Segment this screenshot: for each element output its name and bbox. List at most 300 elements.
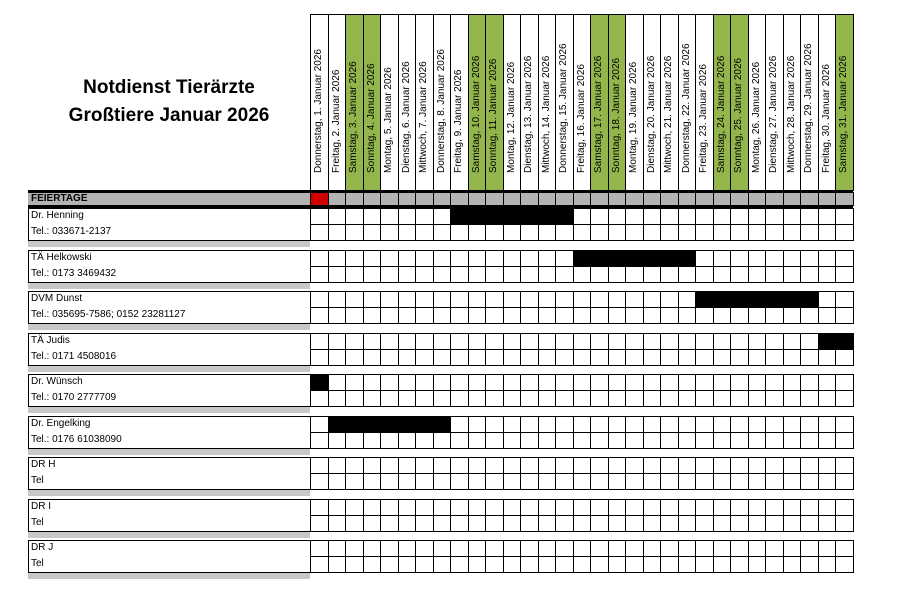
day-cell[interactable] bbox=[485, 374, 504, 391]
day-cell[interactable] bbox=[625, 374, 644, 391]
day-cell[interactable] bbox=[345, 349, 364, 366]
day-cell[interactable] bbox=[398, 473, 417, 490]
day-cell[interactable] bbox=[643, 266, 662, 283]
day-cell[interactable] bbox=[468, 499, 487, 516]
day-cell[interactable] bbox=[660, 374, 679, 391]
day-cell[interactable] bbox=[643, 515, 662, 532]
day-cell[interactable] bbox=[643, 333, 662, 350]
day-cell[interactable] bbox=[625, 224, 644, 241]
day-cell[interactable] bbox=[555, 250, 574, 267]
day-cell[interactable] bbox=[730, 416, 749, 433]
day-cell[interactable] bbox=[730, 250, 749, 267]
day-cell[interactable] bbox=[555, 291, 574, 308]
day-cell[interactable] bbox=[748, 457, 767, 474]
day-cell[interactable] bbox=[398, 540, 417, 557]
day-cell[interactable] bbox=[450, 457, 469, 474]
day-cell[interactable] bbox=[730, 499, 749, 516]
day-cell[interactable] bbox=[695, 333, 714, 350]
day-cell[interactable] bbox=[450, 416, 469, 433]
day-cell[interactable] bbox=[625, 556, 644, 573]
day-cell[interactable] bbox=[783, 515, 802, 532]
day-cell[interactable] bbox=[800, 457, 819, 474]
day-cell[interactable] bbox=[643, 473, 662, 490]
duty-day-cell[interactable] bbox=[468, 208, 487, 225]
day-cell[interactable] bbox=[555, 457, 574, 474]
day-cell[interactable] bbox=[503, 250, 522, 267]
day-cell[interactable] bbox=[450, 499, 469, 516]
day-cell[interactable] bbox=[730, 432, 749, 449]
day-cell[interactable] bbox=[713, 416, 732, 433]
day-cell[interactable] bbox=[818, 307, 837, 324]
day-cell[interactable] bbox=[520, 540, 539, 557]
duty-day-cell[interactable] bbox=[415, 416, 434, 433]
day-cell[interactable] bbox=[538, 473, 557, 490]
day-cell[interactable] bbox=[783, 333, 802, 350]
day-cell[interactable] bbox=[503, 432, 522, 449]
day-cell[interactable] bbox=[590, 515, 609, 532]
day-cell[interactable] bbox=[730, 307, 749, 324]
day-cell[interactable] bbox=[555, 390, 574, 407]
day-cell[interactable] bbox=[520, 416, 539, 433]
day-cell[interactable] bbox=[678, 266, 697, 283]
day-cell[interactable] bbox=[398, 556, 417, 573]
day-cell[interactable] bbox=[590, 374, 609, 391]
day-cell[interactable] bbox=[643, 416, 662, 433]
day-cell[interactable] bbox=[573, 515, 592, 532]
day-cell[interactable] bbox=[800, 432, 819, 449]
day-cell[interactable] bbox=[468, 432, 487, 449]
day-cell[interactable] bbox=[678, 333, 697, 350]
day-cell[interactable] bbox=[590, 473, 609, 490]
day-cell[interactable] bbox=[818, 349, 837, 366]
day-cell[interactable] bbox=[310, 333, 329, 350]
day-cell[interactable] bbox=[328, 250, 347, 267]
day-cell[interactable] bbox=[555, 499, 574, 516]
day-cell[interactable] bbox=[765, 224, 784, 241]
day-cell[interactable] bbox=[433, 349, 452, 366]
day-cell[interactable] bbox=[608, 333, 627, 350]
day-cell[interactable] bbox=[380, 307, 399, 324]
day-cell[interactable] bbox=[713, 499, 732, 516]
day-cell[interactable] bbox=[380, 291, 399, 308]
day-cell[interactable] bbox=[398, 307, 417, 324]
day-cell[interactable] bbox=[643, 208, 662, 225]
day-cell[interactable] bbox=[538, 390, 557, 407]
day-cell[interactable] bbox=[538, 540, 557, 557]
day-cell[interactable] bbox=[748, 250, 767, 267]
day-cell[interactable] bbox=[748, 374, 767, 391]
day-cell[interactable] bbox=[730, 556, 749, 573]
day-cell[interactable] bbox=[625, 349, 644, 366]
day-cell[interactable] bbox=[450, 473, 469, 490]
day-cell[interactable] bbox=[643, 432, 662, 449]
day-cell[interactable] bbox=[468, 457, 487, 474]
day-cell[interactable] bbox=[345, 390, 364, 407]
day-cell[interactable] bbox=[415, 473, 434, 490]
day-cell[interactable] bbox=[433, 390, 452, 407]
day-cell[interactable] bbox=[783, 208, 802, 225]
day-cell[interactable] bbox=[608, 307, 627, 324]
day-cell[interactable] bbox=[555, 540, 574, 557]
day-cell[interactable] bbox=[328, 307, 347, 324]
day-cell[interactable] bbox=[783, 374, 802, 391]
day-cell[interactable] bbox=[835, 499, 854, 516]
day-cell[interactable] bbox=[730, 224, 749, 241]
day-cell[interactable] bbox=[345, 250, 364, 267]
day-cell[interactable] bbox=[660, 224, 679, 241]
day-cell[interactable] bbox=[345, 515, 364, 532]
day-cell[interactable] bbox=[765, 307, 784, 324]
day-cell[interactable] bbox=[468, 349, 487, 366]
day-cell[interactable] bbox=[730, 349, 749, 366]
day-cell[interactable] bbox=[450, 515, 469, 532]
day-cell[interactable] bbox=[520, 374, 539, 391]
day-cell[interactable] bbox=[783, 432, 802, 449]
day-cell[interactable] bbox=[818, 515, 837, 532]
day-cell[interactable] bbox=[590, 349, 609, 366]
day-cell[interactable] bbox=[713, 266, 732, 283]
day-cell[interactable] bbox=[328, 540, 347, 557]
day-cell[interactable] bbox=[555, 416, 574, 433]
day-cell[interactable] bbox=[660, 556, 679, 573]
day-cell[interactable] bbox=[485, 291, 504, 308]
day-cell[interactable] bbox=[328, 349, 347, 366]
day-cell[interactable] bbox=[345, 540, 364, 557]
day-cell[interactable] bbox=[765, 540, 784, 557]
day-cell[interactable] bbox=[503, 307, 522, 324]
day-cell[interactable] bbox=[730, 540, 749, 557]
day-cell[interactable] bbox=[590, 208, 609, 225]
day-cell[interactable] bbox=[555, 515, 574, 532]
day-cell[interactable] bbox=[363, 390, 382, 407]
day-cell[interactable] bbox=[783, 224, 802, 241]
day-cell[interactable] bbox=[573, 457, 592, 474]
duty-day-cell[interactable] bbox=[450, 208, 469, 225]
day-cell[interactable] bbox=[800, 349, 819, 366]
day-cell[interactable] bbox=[450, 390, 469, 407]
duty-day-cell[interactable] bbox=[643, 250, 662, 267]
day-cell[interactable] bbox=[590, 291, 609, 308]
day-cell[interactable] bbox=[678, 540, 697, 557]
day-cell[interactable] bbox=[538, 499, 557, 516]
day-cell[interactable] bbox=[503, 499, 522, 516]
duty-day-cell[interactable] bbox=[835, 333, 854, 350]
day-cell[interactable] bbox=[520, 556, 539, 573]
day-cell[interactable] bbox=[310, 473, 329, 490]
day-cell[interactable] bbox=[748, 349, 767, 366]
day-cell[interactable] bbox=[730, 515, 749, 532]
day-cell[interactable] bbox=[520, 390, 539, 407]
day-cell[interactable] bbox=[660, 208, 679, 225]
day-cell[interactable] bbox=[328, 515, 347, 532]
day-cell[interactable] bbox=[625, 515, 644, 532]
day-cell[interactable] bbox=[765, 374, 784, 391]
day-cell[interactable] bbox=[538, 416, 557, 433]
day-cell[interactable] bbox=[765, 515, 784, 532]
day-cell[interactable] bbox=[573, 307, 592, 324]
day-cell[interactable] bbox=[678, 556, 697, 573]
day-cell[interactable] bbox=[485, 416, 504, 433]
duty-day-cell[interactable] bbox=[608, 250, 627, 267]
day-cell[interactable] bbox=[310, 208, 329, 225]
day-cell[interactable] bbox=[310, 266, 329, 283]
day-cell[interactable] bbox=[450, 432, 469, 449]
duty-day-cell[interactable] bbox=[818, 333, 837, 350]
day-cell[interactable] bbox=[538, 457, 557, 474]
day-cell[interactable] bbox=[800, 390, 819, 407]
day-cell[interactable] bbox=[783, 349, 802, 366]
day-cell[interactable] bbox=[415, 266, 434, 283]
day-cell[interactable] bbox=[695, 266, 714, 283]
day-cell[interactable] bbox=[730, 266, 749, 283]
day-cell[interactable] bbox=[328, 499, 347, 516]
day-cell[interactable] bbox=[380, 374, 399, 391]
day-cell[interactable] bbox=[310, 457, 329, 474]
day-cell[interactable] bbox=[713, 473, 732, 490]
day-cell[interactable] bbox=[450, 540, 469, 557]
day-cell[interactable] bbox=[835, 208, 854, 225]
day-cell[interactable] bbox=[328, 556, 347, 573]
day-cell[interactable] bbox=[328, 291, 347, 308]
day-cell[interactable] bbox=[835, 390, 854, 407]
day-cell[interactable] bbox=[643, 349, 662, 366]
day-cell[interactable] bbox=[608, 473, 627, 490]
day-cell[interactable] bbox=[818, 208, 837, 225]
day-cell[interactable] bbox=[713, 390, 732, 407]
day-cell[interactable] bbox=[345, 374, 364, 391]
day-cell[interactable] bbox=[380, 349, 399, 366]
day-cell[interactable] bbox=[748, 432, 767, 449]
duty-day-cell[interactable] bbox=[695, 291, 714, 308]
day-cell[interactable] bbox=[748, 540, 767, 557]
day-cell[interactable] bbox=[730, 390, 749, 407]
duty-day-cell[interactable] bbox=[783, 291, 802, 308]
day-cell[interactable] bbox=[398, 499, 417, 516]
day-cell[interactable] bbox=[503, 515, 522, 532]
day-cell[interactable] bbox=[643, 556, 662, 573]
day-cell[interactable] bbox=[450, 224, 469, 241]
day-cell[interactable] bbox=[625, 333, 644, 350]
day-cell[interactable] bbox=[783, 307, 802, 324]
day-cell[interactable] bbox=[310, 416, 329, 433]
day-cell[interactable] bbox=[450, 266, 469, 283]
day-cell[interactable] bbox=[485, 499, 504, 516]
day-cell[interactable] bbox=[713, 540, 732, 557]
day-cell[interactable] bbox=[660, 390, 679, 407]
day-cell[interactable] bbox=[608, 556, 627, 573]
day-cell[interactable] bbox=[608, 224, 627, 241]
day-cell[interactable] bbox=[765, 208, 784, 225]
day-cell[interactable] bbox=[695, 349, 714, 366]
duty-day-cell[interactable] bbox=[328, 416, 347, 433]
day-cell[interactable] bbox=[748, 416, 767, 433]
day-cell[interactable] bbox=[345, 333, 364, 350]
day-cell[interactable] bbox=[415, 515, 434, 532]
day-cell[interactable] bbox=[503, 349, 522, 366]
day-cell[interactable] bbox=[363, 349, 382, 366]
day-cell[interactable] bbox=[363, 307, 382, 324]
day-cell[interactable] bbox=[380, 224, 399, 241]
day-cell[interactable] bbox=[485, 556, 504, 573]
day-cell[interactable] bbox=[328, 432, 347, 449]
day-cell[interactable] bbox=[485, 349, 504, 366]
day-cell[interactable] bbox=[590, 556, 609, 573]
day-cell[interactable] bbox=[380, 457, 399, 474]
day-cell[interactable] bbox=[380, 266, 399, 283]
day-cell[interactable] bbox=[380, 499, 399, 516]
day-cell[interactable] bbox=[468, 307, 487, 324]
day-cell[interactable] bbox=[818, 457, 837, 474]
day-cell[interactable] bbox=[713, 250, 732, 267]
day-cell[interactable] bbox=[433, 540, 452, 557]
day-cell[interactable] bbox=[818, 432, 837, 449]
duty-day-cell[interactable] bbox=[765, 291, 784, 308]
day-cell[interactable] bbox=[555, 307, 574, 324]
day-cell[interactable] bbox=[730, 457, 749, 474]
day-cell[interactable] bbox=[433, 208, 452, 225]
day-cell[interactable] bbox=[748, 224, 767, 241]
day-cell[interactable] bbox=[590, 333, 609, 350]
day-cell[interactable] bbox=[538, 349, 557, 366]
duty-day-cell[interactable] bbox=[310, 374, 329, 391]
day-cell[interactable] bbox=[643, 291, 662, 308]
day-cell[interactable] bbox=[818, 556, 837, 573]
day-cell[interactable] bbox=[573, 349, 592, 366]
day-cell[interactable] bbox=[818, 224, 837, 241]
duty-day-cell[interactable] bbox=[625, 250, 644, 267]
day-cell[interactable] bbox=[380, 432, 399, 449]
day-cell[interactable] bbox=[520, 432, 539, 449]
day-cell[interactable] bbox=[328, 457, 347, 474]
day-cell[interactable] bbox=[713, 374, 732, 391]
day-cell[interactable] bbox=[450, 333, 469, 350]
day-cell[interactable] bbox=[643, 499, 662, 516]
day-cell[interactable] bbox=[520, 333, 539, 350]
day-cell[interactable] bbox=[625, 416, 644, 433]
day-cell[interactable] bbox=[433, 250, 452, 267]
day-cell[interactable] bbox=[415, 540, 434, 557]
day-cell[interactable] bbox=[363, 515, 382, 532]
day-cell[interactable] bbox=[800, 374, 819, 391]
day-cell[interactable] bbox=[503, 333, 522, 350]
day-cell[interactable] bbox=[363, 499, 382, 516]
day-cell[interactable] bbox=[800, 499, 819, 516]
day-cell[interactable] bbox=[415, 374, 434, 391]
day-cell[interactable] bbox=[765, 349, 784, 366]
day-cell[interactable] bbox=[450, 556, 469, 573]
day-cell[interactable] bbox=[398, 457, 417, 474]
day-cell[interactable] bbox=[573, 266, 592, 283]
day-cell[interactable] bbox=[398, 224, 417, 241]
day-cell[interactable] bbox=[433, 499, 452, 516]
day-cell[interactable] bbox=[608, 416, 627, 433]
day-cell[interactable] bbox=[835, 374, 854, 391]
duty-day-cell[interactable] bbox=[748, 291, 767, 308]
day-cell[interactable] bbox=[748, 499, 767, 516]
duty-day-cell[interactable] bbox=[800, 291, 819, 308]
day-cell[interactable] bbox=[415, 432, 434, 449]
day-cell[interactable] bbox=[538, 515, 557, 532]
day-cell[interactable] bbox=[573, 540, 592, 557]
duty-day-cell[interactable] bbox=[380, 416, 399, 433]
day-cell[interactable] bbox=[800, 416, 819, 433]
day-cell[interactable] bbox=[520, 250, 539, 267]
day-cell[interactable] bbox=[800, 250, 819, 267]
duty-day-cell[interactable] bbox=[433, 416, 452, 433]
day-cell[interactable] bbox=[468, 224, 487, 241]
day-cell[interactable] bbox=[398, 250, 417, 267]
day-cell[interactable] bbox=[765, 499, 784, 516]
day-cell[interactable] bbox=[695, 540, 714, 557]
day-cell[interactable] bbox=[310, 556, 329, 573]
day-cell[interactable] bbox=[713, 208, 732, 225]
day-cell[interactable] bbox=[835, 432, 854, 449]
day-cell[interactable] bbox=[503, 540, 522, 557]
duty-day-cell[interactable] bbox=[520, 208, 539, 225]
day-cell[interactable] bbox=[398, 390, 417, 407]
duty-day-cell[interactable] bbox=[713, 291, 732, 308]
day-cell[interactable] bbox=[800, 540, 819, 557]
day-cell[interactable] bbox=[433, 374, 452, 391]
day-cell[interactable] bbox=[660, 457, 679, 474]
day-cell[interactable] bbox=[310, 250, 329, 267]
day-cell[interactable] bbox=[800, 333, 819, 350]
day-cell[interactable] bbox=[608, 208, 627, 225]
day-cell[interactable] bbox=[398, 374, 417, 391]
day-cell[interactable] bbox=[363, 291, 382, 308]
day-cell[interactable] bbox=[765, 416, 784, 433]
day-cell[interactable] bbox=[485, 266, 504, 283]
day-cell[interactable] bbox=[485, 457, 504, 474]
day-cell[interactable] bbox=[835, 473, 854, 490]
day-cell[interactable] bbox=[765, 432, 784, 449]
day-cell[interactable] bbox=[678, 291, 697, 308]
day-cell[interactable] bbox=[310, 540, 329, 557]
duty-day-cell[interactable] bbox=[590, 250, 609, 267]
day-cell[interactable] bbox=[695, 250, 714, 267]
day-cell[interactable] bbox=[818, 499, 837, 516]
day-cell[interactable] bbox=[345, 266, 364, 283]
duty-day-cell[interactable] bbox=[363, 416, 382, 433]
day-cell[interactable] bbox=[468, 473, 487, 490]
day-cell[interactable] bbox=[800, 556, 819, 573]
duty-day-cell[interactable] bbox=[503, 208, 522, 225]
day-cell[interactable] bbox=[748, 556, 767, 573]
day-cell[interactable] bbox=[310, 515, 329, 532]
duty-day-cell[interactable] bbox=[678, 250, 697, 267]
day-cell[interactable] bbox=[520, 307, 539, 324]
day-cell[interactable] bbox=[380, 390, 399, 407]
day-cell[interactable] bbox=[765, 333, 784, 350]
day-cell[interactable] bbox=[468, 390, 487, 407]
day-cell[interactable] bbox=[730, 208, 749, 225]
day-cell[interactable] bbox=[660, 291, 679, 308]
day-cell[interactable] bbox=[433, 333, 452, 350]
day-cell[interactable] bbox=[660, 349, 679, 366]
day-cell[interactable] bbox=[538, 333, 557, 350]
day-cell[interactable] bbox=[345, 208, 364, 225]
day-cell[interactable] bbox=[765, 556, 784, 573]
day-cell[interactable] bbox=[345, 499, 364, 516]
day-cell[interactable] bbox=[398, 333, 417, 350]
day-cell[interactable] bbox=[503, 457, 522, 474]
duty-day-cell[interactable] bbox=[660, 250, 679, 267]
day-cell[interactable] bbox=[573, 291, 592, 308]
day-cell[interactable] bbox=[468, 250, 487, 267]
day-cell[interactable] bbox=[468, 374, 487, 391]
day-cell[interactable] bbox=[678, 416, 697, 433]
day-cell[interactable] bbox=[608, 291, 627, 308]
